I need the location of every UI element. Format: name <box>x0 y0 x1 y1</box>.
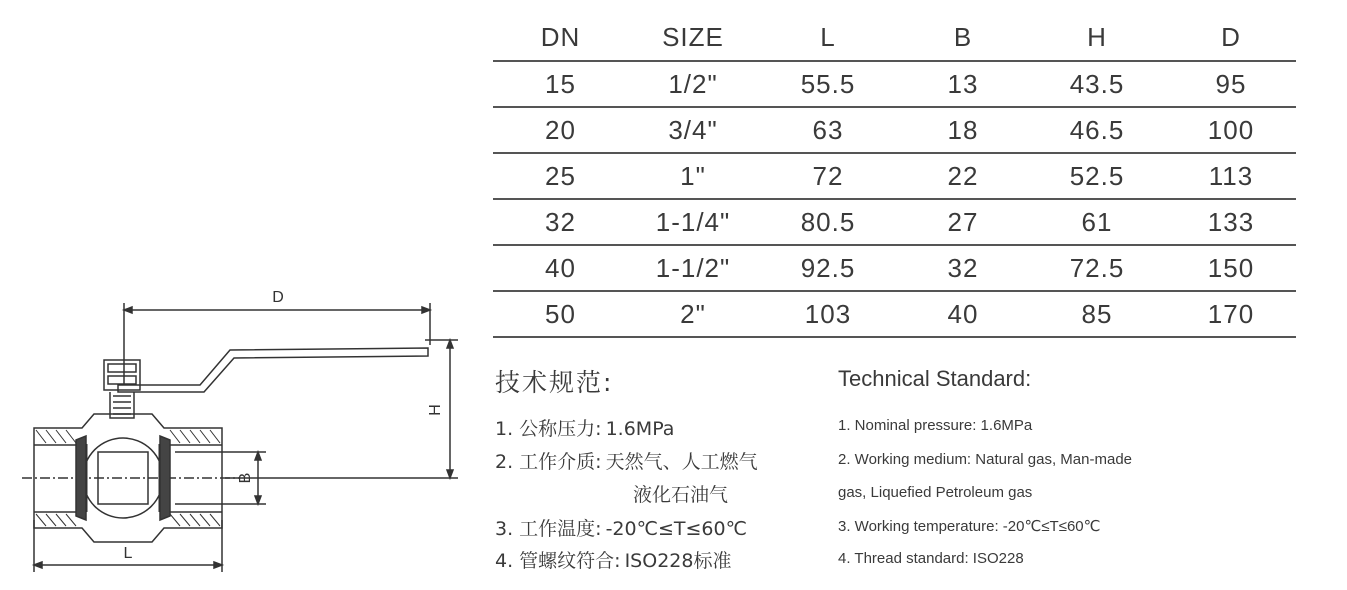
spec-cn-value: 液化石油气 <box>633 484 729 506</box>
header-dn: DN <box>540 21 581 52</box>
cell-l: 72 <box>812 160 844 191</box>
cell-b: 27 <box>947 206 979 237</box>
cell-dn: 20 <box>545 114 576 145</box>
cell-b: 18 <box>947 114 979 145</box>
table-row <box>493 107 1296 153</box>
cell-l: 63 <box>812 114 844 145</box>
ball-valve-drawing <box>0 0 480 590</box>
spec-en-item: 2. Working medium: Natural gas, Man-made <box>838 451 1133 468</box>
cell-l: 55.5 <box>800 68 856 99</box>
cell-h: 61 <box>1081 206 1113 237</box>
cell-l: 92.5 <box>800 252 856 283</box>
cell-b: 13 <box>947 68 979 99</box>
spec-cn-value: 天然气、人工燃气 <box>605 451 758 473</box>
cell-dn: 15 <box>545 68 576 99</box>
spec-cn-item <box>495 514 747 541</box>
label-l: L <box>123 545 133 562</box>
spec-cn-item <box>495 447 758 474</box>
label-d: D <box>272 289 284 306</box>
cell-b: 32 <box>947 252 979 283</box>
table-row <box>493 153 1296 199</box>
header-b: B <box>953 21 973 52</box>
handle-lever <box>118 348 428 392</box>
cell-size: 1" <box>680 160 706 191</box>
header-l: L <box>820 21 836 52</box>
cell-d: 100 <box>1207 114 1255 145</box>
spec-en-item: 4. Thread standard: ISO228 <box>838 550 1024 567</box>
spec-en-item: 3. Working temperature: -20℃≤T≤60℃ <box>838 518 1101 535</box>
table-row <box>493 61 1296 107</box>
spec-cn-item <box>629 480 728 507</box>
table-row <box>493 199 1296 245</box>
cell-h: 85 <box>1081 298 1113 329</box>
cell-dn: 50 <box>545 298 576 329</box>
cell-h: 43.5 <box>1069 68 1125 99</box>
cell-size: 2" <box>680 298 706 329</box>
cell-size: 1-1/4" <box>655 206 731 237</box>
spec-cn-value: ISO228标准 <box>624 550 732 572</box>
header-h: H <box>1087 21 1107 52</box>
cell-b: 22 <box>947 160 979 191</box>
spec-cn-item <box>495 546 731 573</box>
table-row <box>493 245 1296 291</box>
spec-en-title: Technical Standard: <box>838 366 1032 391</box>
cell-l: 80.5 <box>800 206 856 237</box>
spec-cn-value: 1.6MPa <box>605 418 675 440</box>
spec-cn-title: 技术规范: <box>495 368 614 397</box>
spec-en-item: gas, Liquefied Petroleum gas <box>838 484 1033 501</box>
cell-h: 72.5 <box>1069 252 1125 283</box>
table-row <box>493 291 1296 337</box>
cell-dn: 40 <box>545 252 576 283</box>
header-d: D <box>1221 21 1241 52</box>
cell-d: 113 <box>1208 160 1254 191</box>
cell-l: 103 <box>804 298 852 329</box>
spec-cn-label: 2. 工作介质: <box>495 451 602 473</box>
cell-dn: 32 <box>545 206 576 237</box>
cell-d: 95 <box>1215 68 1247 99</box>
spec-cn-value: -20℃≤T≤60℃ <box>605 518 747 540</box>
spec-cn-label: 4. 管螺纹符合: <box>495 550 621 572</box>
label-h: H <box>427 404 444 416</box>
spec-cn-label: 1. 公称压力: <box>495 418 602 440</box>
cell-d: 170 <box>1207 298 1255 329</box>
cell-h: 46.5 <box>1069 114 1125 145</box>
cell-size: 1/2" <box>668 68 718 99</box>
table-header-row <box>493 14 1296 61</box>
spec-cn-label: 3. 工作温度: <box>495 518 602 540</box>
spec-cn-item <box>495 414 674 441</box>
cell-d: 133 <box>1207 206 1255 237</box>
spec-en-item: 1. Nominal pressure: 1.6MPa <box>838 417 1033 434</box>
header-size: SIZE <box>662 21 724 52</box>
cell-h: 52.5 <box>1069 160 1125 191</box>
cell-size: 3/4" <box>668 114 718 145</box>
label-b: B <box>237 472 254 484</box>
dimension-table <box>493 14 1296 338</box>
cell-dn: 25 <box>545 160 576 191</box>
cell-size: 1-1/2" <box>655 252 731 283</box>
cell-b: 40 <box>947 298 979 329</box>
cell-d: 150 <box>1207 252 1255 283</box>
